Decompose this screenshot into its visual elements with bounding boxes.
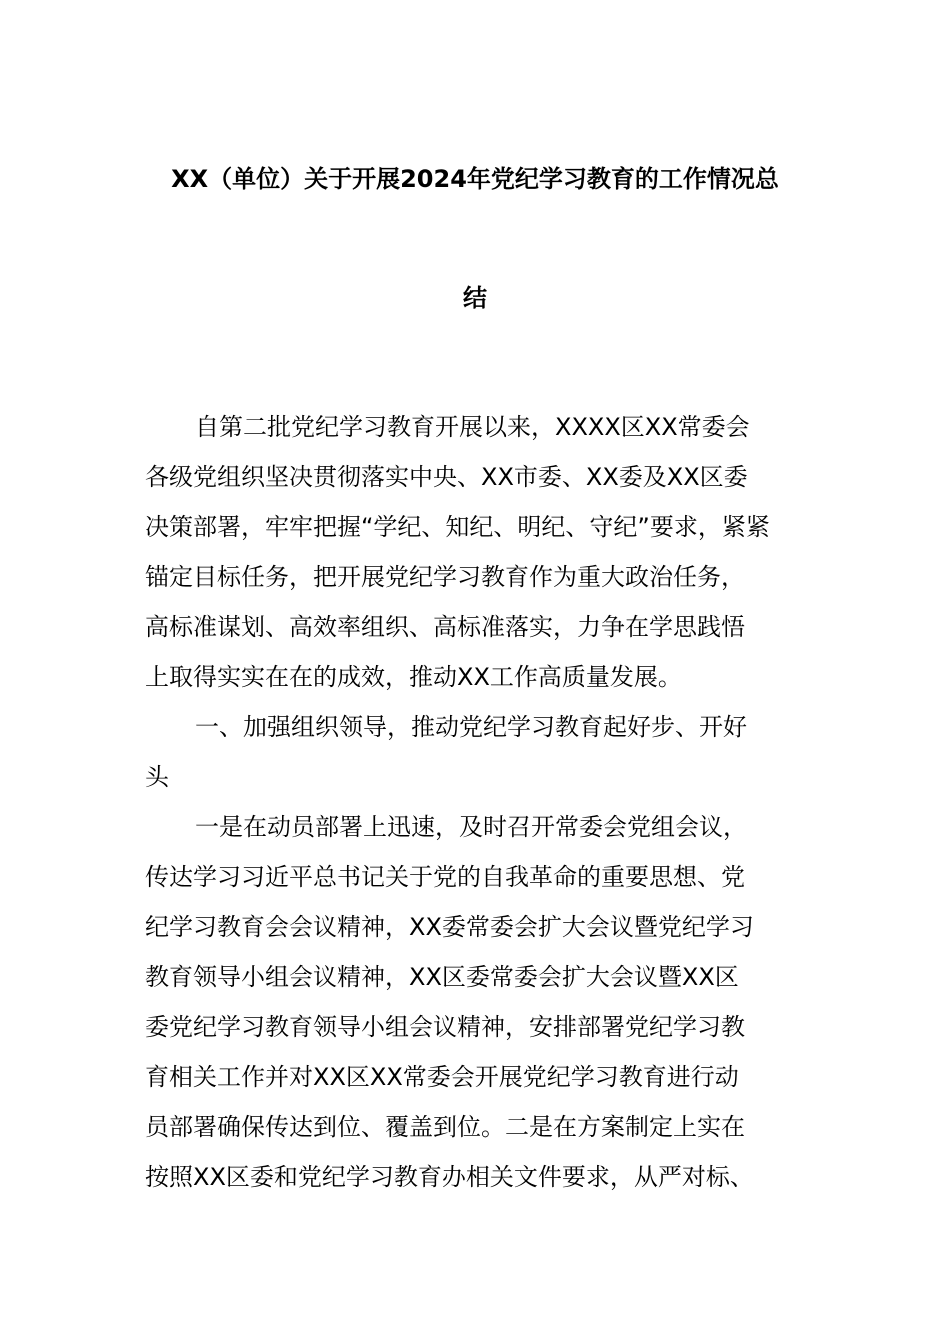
section-heading-line: 一、加强组织领导，推动党纪学习教育起好步、开好 <box>195 713 747 741</box>
body-line: 纪学习教育会会议精神，XX委常委会扩大会议暨党纪学习 <box>145 913 754 941</box>
body-line: 上取得实实在在的成效，推动XX工作高质量发展。 <box>145 663 682 691</box>
section-heading-line: 头 <box>145 763 169 791</box>
body-line: 按照XX区委和党纪学习教育办相关文件要求，从严对标、 <box>145 1163 754 1191</box>
body-line: 育相关工作并对XX区XX常委会开展党纪学习教育进行动 <box>145 1063 739 1091</box>
body-line: 员部署确保传达到位、覆盖到位。二是在方案制定上实在 <box>145 1113 745 1141</box>
body-line: 委党纪学习教育领导小组会议精神，安排部署党纪学习教 <box>145 1013 745 1041</box>
document-body <box>145 402 807 1202</box>
body-line: 高标准谋划、高效率组织、高标准落实，力争在学思践悟 <box>145 613 745 641</box>
body-line: 传达学习习近平总书记关于党的自我革命的重要思想、党 <box>145 863 745 891</box>
document-title-line-2: 结 <box>463 284 487 312</box>
body-line: 自第二批党纪学习教育开展以来，XXXX区XX常委会 <box>195 413 750 441</box>
body-line: 决策部署，牢牢把握“学纪、知纪、明纪、守纪”要求，紧紧 <box>145 513 770 541</box>
body-line: 锚定目标任务，把开展党纪学习教育作为重大政治任务， <box>145 563 745 591</box>
body-line: 教育领导小组会议精神，XX区委常委会扩大会议暨XX区 <box>145 963 739 991</box>
document-title-line-1: XX（单位）关于开展2024年党纪学习教育的工作情况总 <box>171 165 779 193</box>
body-line: 各级党组织坚决贯彻落实中央、XX市委、XX委及XX区委 <box>145 463 748 491</box>
body-line: 一是在动员部署上迅速，及时召开常委会党组会议， <box>195 813 747 841</box>
